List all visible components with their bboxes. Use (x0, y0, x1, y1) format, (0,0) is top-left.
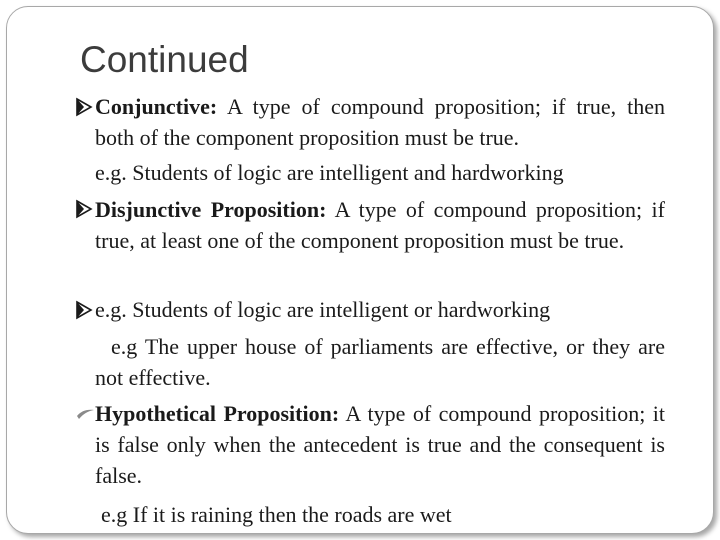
hypothetical-definition (95, 398, 665, 491)
disjunctive-example: e.g. Students of logic are intelligent or hardworking (95, 297, 551, 322)
slide-title: Continued (80, 39, 249, 80)
disjunctive-term: Disjunctive Proposition: (95, 197, 327, 222)
conjunctive-text: A type of compound proposition; if true, then both of the component proposition must be true. (95, 94, 665, 150)
conjunctive-example: e.g. Students of logic are intelligent and hardworking (95, 160, 564, 185)
arrow-bullet-icon (75, 95, 93, 119)
hypothetical-example: e.g If it is raining then the roads are wet (101, 502, 452, 527)
conjunctive-term: Conjunctive: (95, 94, 218, 119)
conjunctive-definition (95, 91, 665, 153)
hypothetical-term: Hypothetical Proposition: (95, 401, 340, 426)
disjunctive-text: A type of compound proposition; if true, at least one of the component proposition must be true. (95, 197, 665, 253)
arrow-bullet-icon (75, 197, 93, 221)
arrow-bullet-icon (75, 298, 93, 322)
swoosh-bullet-icon (75, 402, 95, 426)
hypothetical-text: A type of compound proposition; it is false only when the antecedent is true and the consequent is false. (95, 401, 665, 488)
disjunctive-example-2: e.g The upper house of parliaments are effective, or they are not effective. (95, 334, 665, 390)
disjunctive-definition (95, 194, 665, 256)
